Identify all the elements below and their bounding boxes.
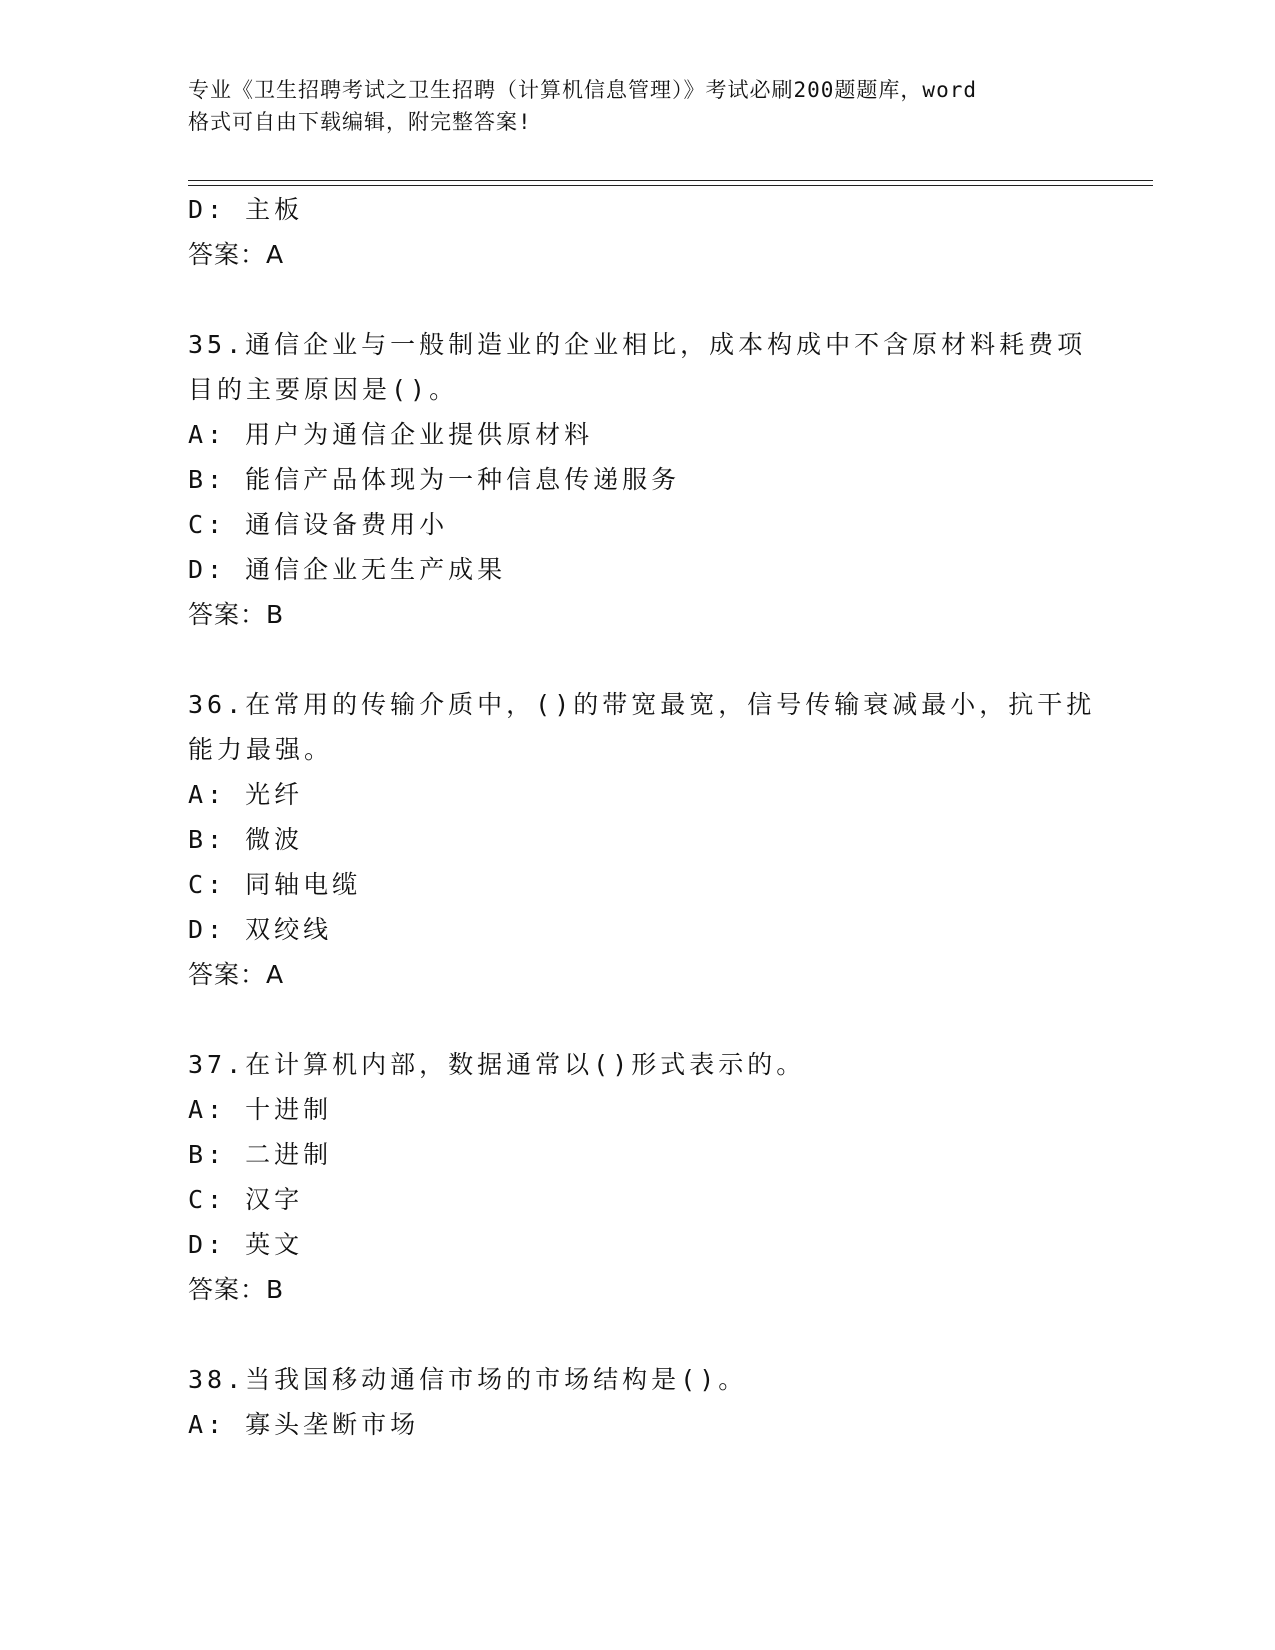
question-36-text-cont: 能力最强。: [188, 735, 334, 764]
question-37-option-d: D: 英文: [188, 1230, 304, 1259]
question-38-option-a: A: 寡头垄断市场: [188, 1410, 420, 1439]
document-header: [188, 74, 1088, 138]
question-38-text: 38.当我国移动通信市场的市场结构是()。: [188, 1365, 748, 1394]
question-36-option-a: A: 光纤: [188, 780, 304, 809]
question-36-option-c: C: 同轴电缆: [188, 870, 362, 899]
question-35-option-d: D: 通信企业无生产成果: [188, 555, 507, 584]
header-divider-bottom: [188, 185, 1153, 186]
question-35-option-a: A: 用户为通信企业提供原材料: [188, 420, 594, 449]
option-d: D: 主板: [188, 195, 304, 224]
header-line-1: 专业《卫生招聘考试之卫生招聘（计算机信息管理）》考试必刷200题题库，word: [188, 78, 977, 102]
question-37-option-c: C: 汉字: [188, 1185, 304, 1214]
question-37-option-b: B: 二进制: [188, 1140, 333, 1169]
question-36-option-d: D: 双绞线: [188, 915, 333, 944]
answer-line: 答案：A: [188, 240, 285, 269]
question-35-option-c: C: 通信设备费用小: [188, 510, 449, 539]
question-35-answer: 答案：B: [188, 600, 285, 629]
question-37-answer: 答案：B: [188, 1275, 285, 1304]
question-36-text: 36.在常用的传输介质中，()的带宽最宽，信号传输衰减最小，抗干扰: [188, 690, 1096, 719]
question-35-option-b: B: 能信产品体现为一种信息传递服务: [188, 465, 681, 494]
question-37-option-a: A: 十进制: [188, 1095, 333, 1124]
header-line-2: 格式可自由下载编辑，附完整答案!: [188, 110, 532, 134]
question-35-text-cont: 目的主要原因是()。: [188, 375, 459, 404]
question-35-text: 35.通信企业与一般制造业的企业相比，成本构成中不含原材料耗费项: [188, 330, 1087, 359]
question-37-text: 37.在计算机内部，数据通常以()形式表示的。: [188, 1050, 806, 1079]
header-divider-top: [188, 180, 1153, 181]
question-36-option-b: B: 微波: [188, 825, 304, 854]
question-36-answer: 答案：A: [188, 960, 285, 989]
